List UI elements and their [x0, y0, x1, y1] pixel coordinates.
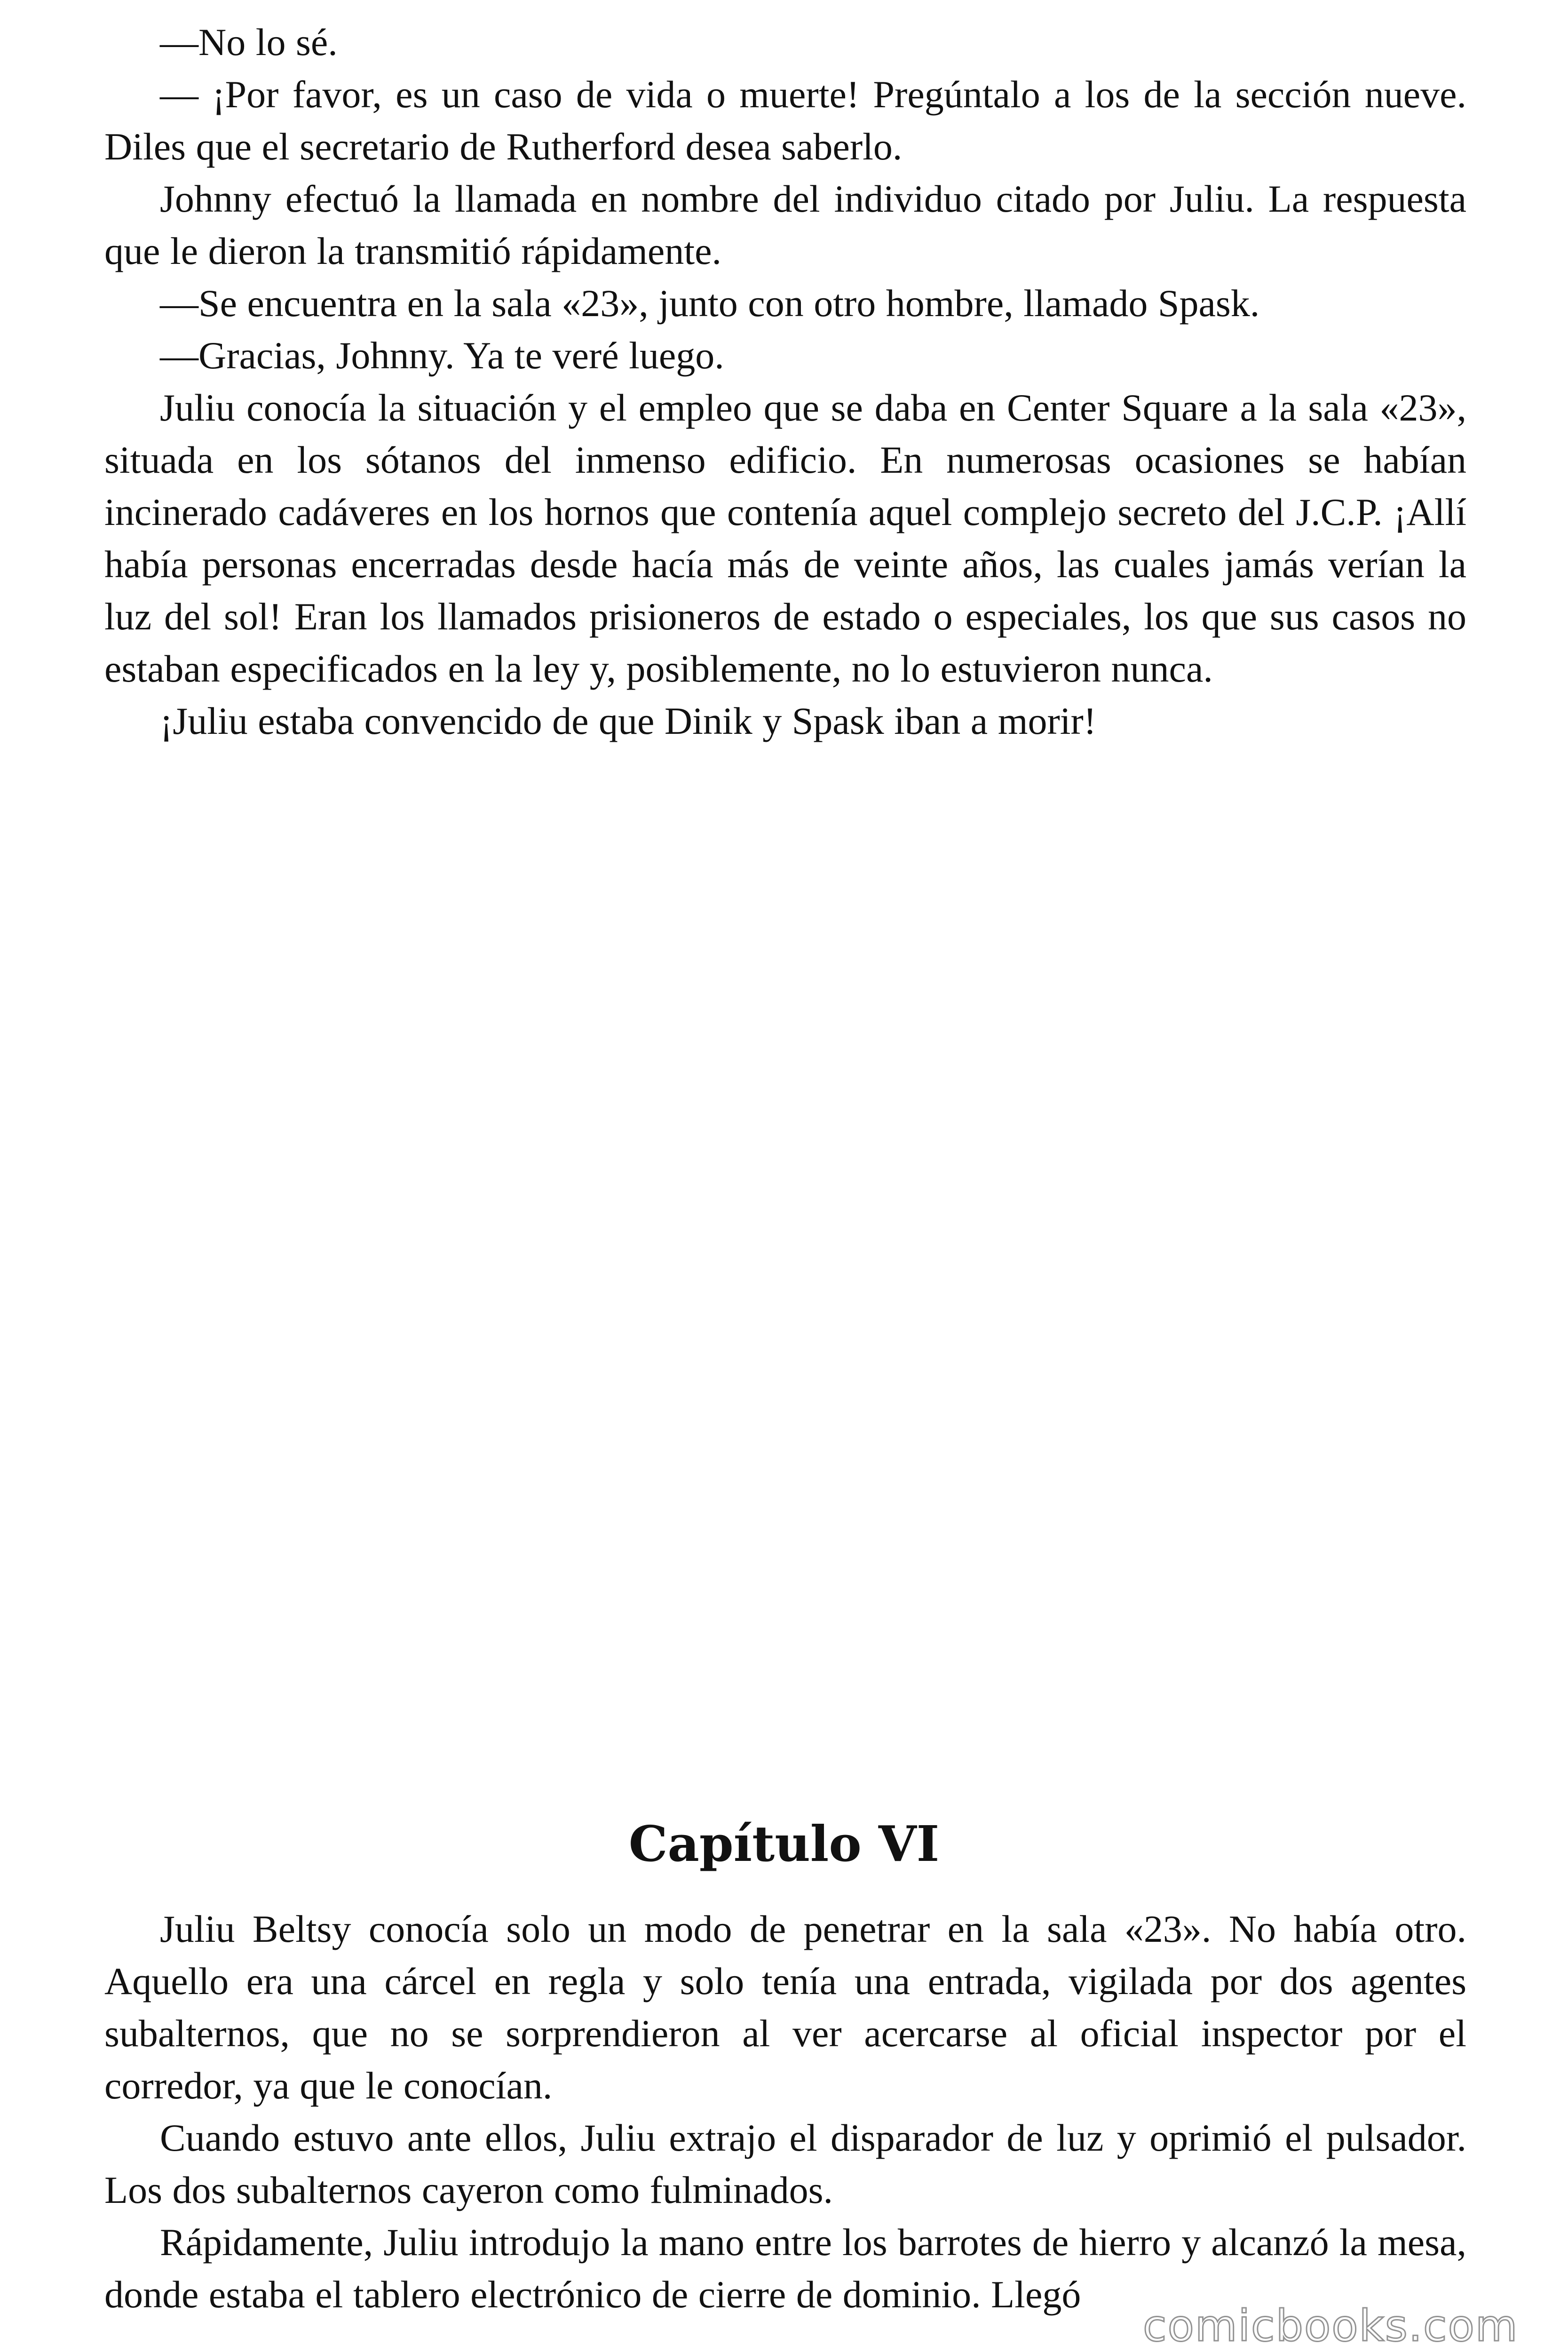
paragraph: Rápidamente, Juliu introdujo la mano entre los barrotes de hierro y alcanzó la mesa, donde estaba el tablero electrónico de cierre de dominio. Llegó: [104, 2221, 1466, 2316]
text-block-bottom: [104, 1903, 1466, 2320]
watermark: comicbooks.com: [1143, 2301, 1519, 2351]
paragraph: Johnny efectuó la llamada en nombre del individuo citado por Juliu. La respuesta que le dieron la transmitió rápidamente.: [104, 177, 1466, 272]
text-block-top: [104, 16, 1466, 747]
paragraph: — ¡Por favor, es un caso de vida o muerte! Pregúntalo a los de la sección nueve. Diles que el secretario de Rutherford desea saberlo.: [104, 73, 1466, 168]
paragraph: —Se encuentra en la sala «23», junto con otro hombre, llamado Spask.: [160, 282, 1260, 325]
paragraph: —Gracias, Johnny. Ya te veré luego.: [160, 334, 724, 377]
paragraph: ¡Juliu estaba convencido de que Dinik y Spask iban a morir!: [160, 699, 1097, 742]
paragraph: —No lo sé.: [160, 21, 338, 64]
paragraph: Cuando estuvo ante ellos, Juliu extrajo el disparador de luz y oprimió el pulsador. Los dos subalternos cayeron como fulminados.: [104, 2116, 1466, 2211]
paragraph: Juliu conocía la situación y el empleo que se daba en Center Square a la sala «23», situada en los sótanos del inmenso edificio. En numerosas ocasiones se habían incinerado cadáveres en los hornos que contenía aquel complejo secreto del J.C.P. ¡Allí había personas encerradas desde hacía más de veinte años, las cuales jamás verían la luz del sol! Eran los llamados prisioneros de estado o especiales, los que sus casos no estaban especificados en la ley y, posiblemente, no lo estuvieron nunca.: [104, 386, 1466, 690]
chapter-title: Capítulo VI: [628, 1815, 940, 1873]
paragraph: Juliu Beltsy conocía solo un modo de penetrar en la sala «23». No había otro. Aquello era una cárcel en regla y solo tenía una entrada, vigilada por dos agentes subalternos, que no se sorprendieron al ver acercarse al oficial inspector por el corredor, ya que le conocían.: [104, 1907, 1466, 2107]
